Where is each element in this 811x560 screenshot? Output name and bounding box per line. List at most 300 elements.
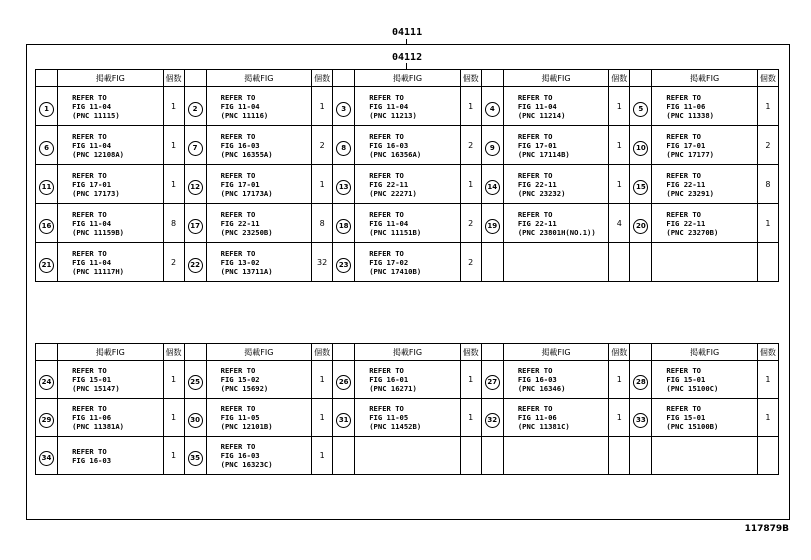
reference-line: FIG 15-01	[666, 413, 706, 422]
bottom-parts-table	[35, 343, 779, 475]
reference-line: FIG 22-11	[220, 218, 260, 228]
reference-line: FIG 16-03	[517, 375, 557, 384]
reference-line: REFER TO	[72, 170, 107, 180]
reference-line: FIG 16-03	[72, 455, 112, 465]
reference-line: FIG 15-01	[666, 375, 706, 384]
quantity-cell: 1	[757, 87, 778, 126]
assembly-label-inner: 04112	[392, 52, 423, 63]
item-number-badge: 5	[633, 102, 648, 117]
figure-reference	[58, 361, 163, 399]
item-number-cell	[481, 243, 503, 282]
reference-line: (PNC 11151B)	[369, 227, 422, 237]
item-number-cell	[630, 243, 652, 282]
header-fig: 掲載FIG	[355, 344, 460, 361]
reference-line: REFER TO	[517, 404, 553, 413]
figure-reference	[652, 361, 757, 399]
quantity-cell	[609, 243, 630, 282]
item-number-cell	[630, 204, 652, 243]
quantity-cell: 1	[609, 361, 630, 399]
reference-line: FIG 16-03	[220, 140, 260, 150]
figure-reference	[206, 243, 311, 282]
item-number-badge: 26	[336, 375, 351, 390]
reference-line: REFER TO	[220, 170, 256, 180]
item-number-cell	[333, 165, 355, 204]
item-number-cell	[481, 126, 503, 165]
figure-reference	[355, 204, 460, 243]
item-number-badge: 22	[188, 258, 203, 273]
reference-line: FIG 17-01	[666, 140, 706, 150]
reference-line: REFER TO	[220, 209, 256, 219]
item-number-badge: 34	[39, 451, 54, 466]
quantity-cell: 1	[163, 87, 184, 126]
item-number-badge: 4	[485, 102, 500, 117]
reference-line: (PNC 23250B)	[220, 227, 273, 237]
quantity-cell: 1	[460, 361, 481, 399]
reference-line: REFER TO	[666, 170, 702, 180]
reference-line: FIG 13-02	[220, 257, 260, 267]
header-blank	[630, 344, 652, 361]
item-number-cell	[184, 126, 206, 165]
figure-reference	[58, 165, 163, 204]
item-number-cell	[333, 87, 355, 126]
reference-line: (PNC 17173A)	[220, 188, 273, 198]
reference-line: FIG 11-04	[72, 218, 112, 228]
quantity-cell: 2	[460, 126, 481, 165]
item-number-cell	[481, 204, 503, 243]
reference-line: (PNC 22271)	[369, 188, 417, 198]
figure-reference	[355, 243, 460, 282]
figure-reference	[206, 126, 311, 165]
header-blank	[333, 344, 355, 361]
item-number-cell	[630, 126, 652, 165]
reference-line: (PNC 11214)	[517, 110, 566, 120]
quantity-cell: 1	[163, 126, 184, 165]
item-number-cell	[630, 361, 652, 399]
item-number-badge: 32	[485, 413, 500, 428]
reference-line: FIG 11-05	[369, 413, 409, 422]
quantity-cell: 1	[460, 399, 481, 437]
table-row	[36, 126, 779, 165]
table-row	[36, 361, 779, 399]
item-number-badge: 29	[39, 413, 54, 428]
quantity-cell: 1	[312, 399, 333, 437]
quantity-cell	[460, 437, 481, 475]
reference-line: FIG 15-01	[72, 375, 112, 384]
item-number-badge: 15	[633, 180, 648, 195]
quantity-cell: 2	[460, 204, 481, 243]
header-qty: 個数	[460, 70, 481, 87]
item-number-cell	[333, 399, 355, 437]
item-number-cell	[630, 437, 652, 475]
reference-line: FIG 22-11	[517, 179, 557, 189]
quantity-cell: 2	[163, 243, 184, 282]
reference-line: REFER TO	[369, 131, 404, 141]
header-blank	[481, 70, 503, 87]
item-number-badge: 8	[336, 141, 351, 156]
quantity-cell: 1	[609, 399, 630, 437]
reference-line: (PNC 15100C)	[666, 384, 719, 393]
header-qty: 個数	[609, 70, 630, 87]
reference-line: (PNC 11115)	[72, 110, 120, 120]
reference-line: (PNC 13711A)	[220, 266, 273, 276]
top-parts-table	[35, 69, 779, 282]
reference-line: (PNC 12101B)	[220, 422, 273, 431]
item-number-badge: 21	[39, 258, 54, 273]
reference-line: REFER TO	[72, 366, 107, 375]
header-qty: 個数	[163, 70, 184, 87]
reference-line: (PNC 17173)	[72, 188, 120, 198]
figure-reference	[355, 399, 460, 437]
item-number-cell	[184, 204, 206, 243]
figure-reference	[503, 165, 608, 204]
reference-line: (PNC 23291)	[666, 188, 714, 198]
reference-line: REFER TO	[666, 92, 702, 102]
item-number-cell	[481, 87, 503, 126]
quantity-cell: 1	[163, 165, 184, 204]
quantity-cell	[757, 437, 778, 475]
figure-reference	[503, 204, 608, 243]
figure-reference	[355, 87, 460, 126]
header-qty: 個数	[163, 344, 184, 361]
reference-line: (PNC 15692)	[220, 384, 269, 393]
reference-line: (PNC 11381C)	[517, 422, 570, 431]
item-number-badge: 23	[336, 258, 351, 273]
item-number-cell	[630, 87, 652, 126]
reference-line: FIG 11-06	[72, 413, 112, 422]
reference-line: (PNC 11159B)	[72, 227, 125, 237]
figure-reference	[355, 437, 460, 475]
item-number-cell	[333, 437, 355, 475]
header-blank	[36, 70, 58, 87]
header-blank	[333, 70, 355, 87]
reference-line: (PNC 23270B)	[666, 227, 719, 237]
quantity-cell: 2	[312, 126, 333, 165]
reference-line: FIG 11-06	[517, 413, 557, 422]
reference-line: REFER TO	[72, 248, 107, 258]
reference-line: (PNC 11117H)	[72, 266, 125, 276]
header-qty: 個数	[460, 344, 481, 361]
item-number-cell	[333, 243, 355, 282]
header-blank	[36, 344, 58, 361]
figure-reference	[503, 87, 608, 126]
reference-line: FIG 17-01	[220, 179, 260, 189]
figure-reference	[652, 87, 757, 126]
reference-line: FIG 17-01	[517, 140, 557, 150]
reference-line: FIG 11-04	[517, 101, 557, 111]
item-number-badge: 12	[188, 180, 203, 195]
item-number-cell	[184, 361, 206, 399]
reference-line: (PNC 16323C)	[220, 460, 273, 469]
header-fig: 掲載FIG	[58, 344, 163, 361]
header-blank	[184, 344, 206, 361]
item-number-cell	[481, 437, 503, 475]
reference-line: FIG 15-02	[220, 375, 260, 384]
item-number-badge: 18	[336, 219, 351, 234]
item-number-badge: 17	[188, 219, 203, 234]
header-fig: 掲載FIG	[355, 70, 460, 87]
quantity-cell: 4	[609, 204, 630, 243]
item-number-badge: 25	[188, 375, 203, 390]
reference-line: (PNC 12108A)	[72, 149, 125, 159]
item-number-badge: 35	[188, 451, 203, 466]
item-number-cell	[36, 165, 58, 204]
figure-reference	[206, 165, 311, 204]
item-number-cell	[630, 399, 652, 437]
quantity-cell: 1	[163, 361, 184, 399]
item-number-badge: 9	[485, 141, 500, 156]
quantity-cell: 1	[312, 87, 333, 126]
figure-reference	[58, 243, 163, 282]
reference-line: FIG 11-04	[72, 257, 112, 267]
reference-line: REFER TO	[517, 131, 553, 141]
reference-line: REFER TO	[72, 209, 107, 219]
reference-line: REFER TO	[369, 92, 404, 102]
figure-reference	[58, 399, 163, 437]
header-fig: 掲載FIG	[503, 344, 608, 361]
table-row	[36, 399, 779, 437]
reference-line: FIG 11-04	[72, 101, 112, 111]
item-number-badge: 33	[633, 413, 648, 428]
figure-reference	[206, 399, 311, 437]
figure-reference	[206, 204, 311, 243]
figure-reference	[652, 437, 757, 475]
reference-line: REFER TO	[72, 131, 107, 141]
reference-line: (PNC 16355A)	[220, 149, 273, 159]
figure-reference	[652, 243, 757, 282]
figure-reference	[503, 437, 608, 475]
header-blank	[481, 344, 503, 361]
item-number-badge: 24	[39, 375, 54, 390]
reference-line: FIG 11-05	[220, 413, 260, 422]
reference-line: REFER TO	[369, 248, 404, 258]
figure-code: 117879B	[744, 524, 789, 534]
header-fig: 掲載FIG	[652, 70, 757, 87]
header-blank	[184, 70, 206, 87]
header-qty: 個数	[757, 70, 778, 87]
reference-line: REFER TO	[369, 366, 404, 375]
quantity-cell: 1	[460, 165, 481, 204]
item-number-cell	[333, 361, 355, 399]
reference-line: FIG 11-06	[666, 101, 706, 111]
item-number-badge: 20	[633, 219, 648, 234]
reference-line: (PNC 16271)	[369, 384, 417, 393]
reference-line: FIG 22-11	[666, 179, 706, 189]
item-number-badge: 14	[485, 180, 500, 195]
figure-reference	[652, 165, 757, 204]
reference-line: (PNC 11116)	[220, 110, 269, 120]
reference-line: FIG 22-11	[666, 218, 706, 228]
reference-line: (PNC 16346)	[517, 384, 566, 393]
figure-reference	[355, 126, 460, 165]
reference-line: REFER TO	[220, 92, 256, 102]
reference-line: FIG 17-01	[72, 179, 112, 189]
reference-line: REFER TO	[666, 404, 702, 413]
item-number-cell	[333, 126, 355, 165]
table-row	[36, 204, 779, 243]
item-number-cell	[481, 399, 503, 437]
reference-line: FIG 17-02	[369, 257, 409, 267]
reference-line: FIG 11-04	[369, 101, 409, 111]
quantity-cell: 8	[757, 165, 778, 204]
reference-line: (PNC 11452B)	[369, 422, 422, 431]
reference-line: REFER TO	[666, 209, 702, 219]
reference-line: REFER TO	[72, 404, 107, 413]
figure-reference	[355, 361, 460, 399]
header-blank	[630, 70, 652, 87]
figure-reference	[58, 437, 163, 475]
figure-reference	[652, 399, 757, 437]
reference-line: REFER TO	[517, 366, 553, 375]
reference-line: FIG 11-04	[369, 218, 409, 228]
reference-line: REFER TO	[72, 446, 107, 456]
reference-line: FIG 16-03	[220, 451, 260, 460]
item-number-cell	[333, 204, 355, 243]
table-row	[36, 87, 779, 126]
reference-line: (PNC 17114B)	[517, 149, 570, 159]
item-number-cell	[481, 361, 503, 399]
reference-line: REFER TO	[369, 209, 404, 219]
reference-line: (PNC 23801H(NO.1))	[517, 227, 596, 237]
reference-line: FIG 16-03	[369, 140, 409, 150]
reference-line: FIG 22-11	[369, 179, 409, 189]
quantity-cell: 1	[609, 165, 630, 204]
reference-line: (PNC 11338)	[666, 110, 714, 120]
figure-reference	[206, 361, 311, 399]
quantity-cell: 1	[757, 204, 778, 243]
item-number-badge: 28	[633, 375, 648, 390]
reference-line: REFER TO	[220, 366, 256, 375]
reference-line: REFER TO	[369, 404, 404, 413]
quantity-cell: 1	[609, 126, 630, 165]
quantity-cell: 1	[163, 437, 184, 475]
figure-reference	[206, 87, 311, 126]
quantity-cell: 1	[312, 165, 333, 204]
figure-reference	[58, 87, 163, 126]
table-row	[36, 243, 779, 282]
figure-reference	[652, 204, 757, 243]
figure-reference	[58, 204, 163, 243]
item-number-cell	[36, 361, 58, 399]
item-number-badge: 27	[485, 375, 500, 390]
item-number-badge: 1	[39, 102, 54, 117]
reference-line: REFER TO	[72, 92, 107, 102]
quantity-cell: 1	[609, 87, 630, 126]
quantity-cell: 1	[312, 361, 333, 399]
reference-line: REFER TO	[369, 170, 404, 180]
reference-line: FIG 22-11	[517, 218, 557, 228]
quantity-cell	[757, 243, 778, 282]
reference-line: (PNC 23232)	[517, 188, 566, 198]
quantity-cell: 1	[460, 87, 481, 126]
item-number-cell	[36, 243, 58, 282]
header-fig: 掲載FIG	[652, 344, 757, 361]
table-header-row	[36, 70, 779, 87]
item-number-badge: 31	[336, 413, 351, 428]
reference-line: (PNC 16356A)	[369, 149, 422, 159]
item-number-cell	[36, 437, 58, 475]
item-number-badge: 11	[39, 180, 54, 195]
item-number-cell	[481, 165, 503, 204]
quantity-cell: 8	[163, 204, 184, 243]
figure-reference	[355, 165, 460, 204]
reference-line: REFER TO	[517, 170, 553, 180]
reference-line: (PNC 11213)	[369, 110, 417, 120]
reference-line: FIG 16-01	[369, 375, 409, 384]
figure-reference	[503, 399, 608, 437]
quantity-cell: 2	[757, 126, 778, 165]
header-qty: 個数	[312, 70, 333, 87]
item-number-badge: 19	[485, 219, 500, 234]
table-row	[36, 437, 779, 475]
reference-line: (PNC 15100B)	[666, 422, 719, 431]
item-number-badge: 3	[336, 102, 351, 117]
reference-line: REFER TO	[220, 248, 256, 258]
header-fig: 掲載FIG	[58, 70, 163, 87]
reference-line: REFER TO	[220, 442, 256, 451]
quantity-cell: 32	[312, 243, 333, 282]
quantity-cell: 1	[163, 399, 184, 437]
item-number-cell	[184, 243, 206, 282]
figure-reference	[652, 126, 757, 165]
header-qty: 個数	[312, 344, 333, 361]
reference-line: FIG 11-04	[72, 140, 112, 150]
quantity-cell: 1	[757, 361, 778, 399]
assembly-label-outer: 04111	[392, 27, 423, 38]
reference-line: FIG 11-04	[220, 101, 260, 111]
item-number-badge: 10	[633, 141, 648, 156]
item-number-cell	[36, 204, 58, 243]
quantity-cell: 8	[312, 204, 333, 243]
reference-line: REFER TO	[220, 404, 256, 413]
item-number-cell	[630, 165, 652, 204]
table-header-row	[36, 344, 779, 361]
item-number-badge: 16	[39, 219, 54, 234]
quantity-cell: 2	[460, 243, 481, 282]
item-number-badge: 7	[188, 141, 203, 156]
figure-reference	[503, 243, 608, 282]
item-number-badge: 30	[188, 413, 203, 428]
header-fig: 掲載FIG	[503, 70, 608, 87]
header-fig: 掲載FIG	[206, 70, 311, 87]
item-number-cell	[36, 399, 58, 437]
item-number-cell	[184, 87, 206, 126]
item-number-badge: 2	[188, 102, 203, 117]
reference-line: (PNC 17410B)	[369, 266, 422, 276]
reference-line: (PNC 17177)	[666, 149, 714, 159]
header-qty: 個数	[609, 344, 630, 361]
figure-reference	[206, 437, 311, 475]
reference-line: (PNC 11381A)	[72, 422, 125, 431]
item-number-cell	[36, 87, 58, 126]
reference-line: (PNC 15147)	[72, 384, 120, 393]
reference-line: REFER TO	[666, 131, 702, 141]
item-number-cell	[184, 165, 206, 204]
item-number-cell	[184, 399, 206, 437]
reference-line: REFER TO	[666, 366, 702, 375]
quantity-cell: 1	[312, 437, 333, 475]
quantity-cell: 1	[757, 399, 778, 437]
figure-reference	[503, 361, 608, 399]
item-number-cell	[184, 437, 206, 475]
figure-reference	[503, 126, 608, 165]
reference-line: REFER TO	[220, 131, 256, 141]
item-number-badge: 6	[39, 141, 54, 156]
table-row	[36, 165, 779, 204]
quantity-cell	[609, 437, 630, 475]
header-qty: 個数	[757, 344, 778, 361]
reference-line: REFER TO	[517, 209, 553, 219]
reference-line: REFER TO	[517, 92, 553, 102]
